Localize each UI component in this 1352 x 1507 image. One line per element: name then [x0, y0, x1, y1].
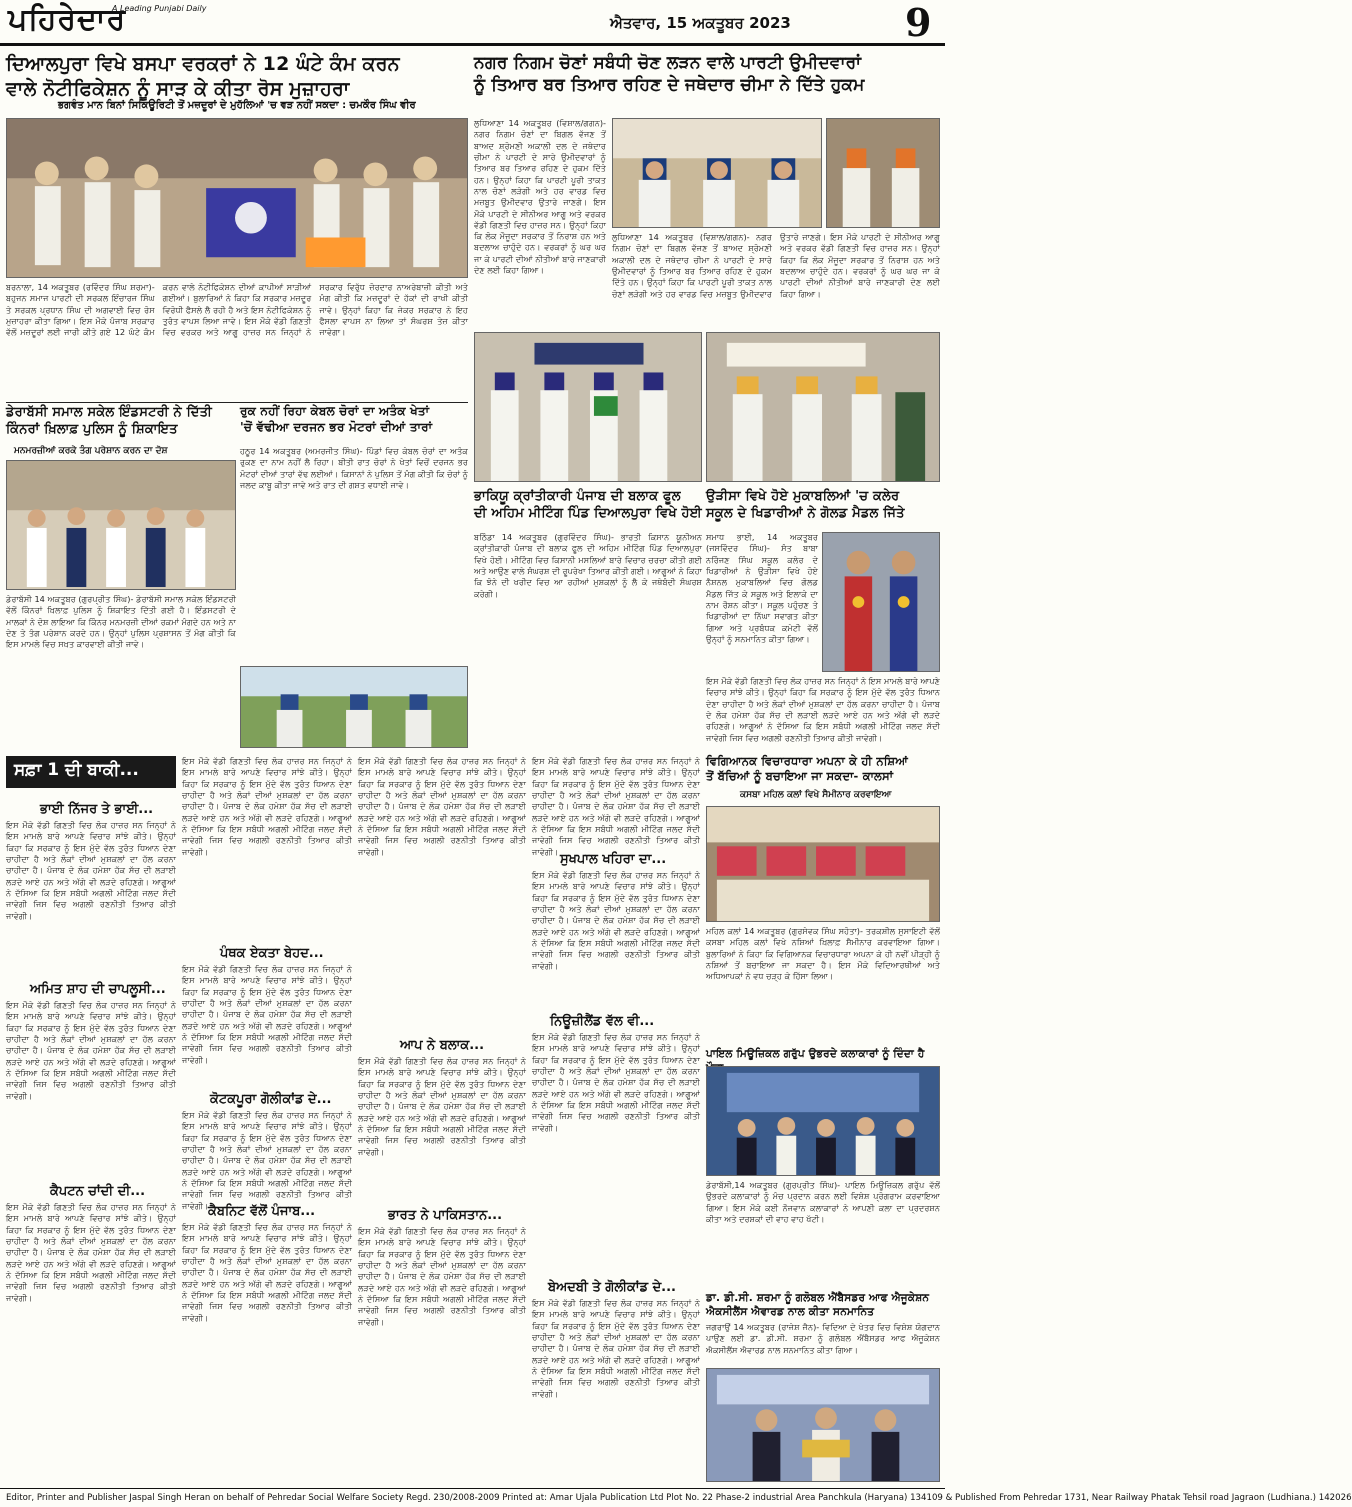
- medal-winners-photo: [822, 532, 940, 672]
- page-number: 9: [905, 0, 932, 45]
- newspaper-tagline: A Leading Punjabi Daily: [112, 4, 207, 13]
- farmers-union-photo: [474, 332, 702, 482]
- music-group-photo: [706, 1066, 940, 1176]
- story7-body: ਮਹਿਲ ਕਲਾਂ 14 ਅਕਤੂਬਰ (ਗੁਰਸੇਵਕ ਸਿੰਘ ਸਹੋਤਾ)- ਤਰਕਸ਼ੀਲ ਸੁਸਾਇਟੀ ਵੱਲੋਂ ਕਸਬਾ ਮਹਿਲ ਕਲਾਂ ਵਿਖੇ ਨਸ਼ਿਆਂ ਖ਼ਿਲਾਫ਼ ਸੈਮੀਨਾਰ ਕਰਵਾਇਆ ਗਿਆ। ਬੁਲਾਰਿਆਂ ਨੇ ਕਿਹਾ ਕਿ ਵਿਗਿਆਨਕ ਵਿਚਾਰਧਾਰਾ ਅਪਨਾ ਕੇ ਹੀ ਨਵੀਂ ਪੀੜ੍ਹੀ ਨੂੰ ਨਸ਼ਿਆਂ ਤੋਂ ਬਚਾਇਆ ਜਾ ਸਕਦਾ ਹੈ। ਇਸ ਮੌਕੇ ਵਿਦਿਆਰਥੀਆਂ ਅਤੇ ਅਧਿਆਪਕਾਂ ਨੇ ਵਧ ਚੜ੍ਹ ਕੇ ਹਿੱਸਾ ਲਿਆ।: [706, 926, 940, 982]
- continued-body-9: ਇਸ ਮੌਕੇ ਵੱਡੀ ਗਿਣਤੀ ਵਿਚ ਲੋਕ ਹਾਜ਼ਰ ਸਨ ਜਿਨ੍ਹਾਂ ਨੇ ਇਸ ਮਾਮਲੇ ਬਾਰੇ ਆਪਣੇ ਵਿਚਾਰ ਸਾਂਝੇ ਕੀਤੇ। ਉਨ੍ਹਾਂ ਕਿਹਾ ਕਿ ਸਰਕਾਰ ਨੂੰ ਇਸ ਮੁੱਦੇ ਵੱਲ ਤੁਰੰਤ ਧਿਆਨ ਦੇਣਾ ਚਾਹੀਦਾ ਹੈ ਅਤੇ ਲੋਕਾਂ ਦੀਆਂ ਮੁਸ਼ਕਲਾਂ ਦਾ ਹੱਲ ਕਰਨਾ ਚਾਹੀਦਾ ਹੈ। ਪੰਜਾਬ ਦੇ ਲੋਕ ਹਮੇਸ਼ਾ ਹੱਕ ਸੱਚ ਦੀ ਲੜਾਈ ਲੜਦੇ ਆਏ ਹਨ ਅਤੇ ਅੱਗੇ ਵੀ ਲੜਦੇ ਰਹਿਣਗੇ। ਆਗੂਆਂ ਨੇ ਦੱਸਿਆ ਕਿ ਇਸ ਸਬੰਧੀ ਅਗਲੀ ਮੀਟਿੰਗ ਜਲਦ ਸੱਦੀ ਜਾਵੇਗੀ ਜਿਸ ਵਿਚ ਅਗਲੀ ਰਣਨੀਤੀ ਤਿਆਰ ਕੀਤੀ ਜਾਵੇਗੀ।: [358, 1056, 526, 1157]
- story7-headline: ਵਿਗਿਆਨਕ ਵਿਚਾਰਧਾਰਾ ਅਪਨਾ ਕੇ ਹੀ ਨਸ਼ਿਆਂ ਤੋਂ ਬੱਚਿਆਂ ਨੂੰ ਬਚਾਇਆ ਜਾ ਸਕਦਾ- ਕਾਲਸਾਂ: [706, 754, 909, 784]
- story4-body: ਹਠੂਰ 14 ਅਕਤੂਬਰ (ਅਮਰਜੀਤ ਸਿੰਘ)- ਪਿੰਡਾਂ ਵਿਚ ਕੇਬਲ ਚੋਰਾਂ ਦਾ ਅਤੰਕ ਰੁਕਣ ਦਾ ਨਾਮ ਨਹੀਂ ਲੈ ਰਿਹਾ। ਬੀਤੀ ਰਾਤ ਚੋਰਾਂ ਨੇ ਖੇਤਾਂ ਵਿਚੋਂ ਦਰਜਨ ਭਰ ਮੋਟਰਾਂ ਦੀਆਂ ਤਾਰਾਂ ਵੱਢ ਲਈਆਂ। ਕਿਸਾਨਾਂ ਨੇ ਪੁਲਿਸ ਤੋਂ ਮੰਗ ਕੀਤੀ ਕਿ ਚੋਰਾਂ ਨੂੰ ਜਲਦ ਕਾਬੂ ਕੀਤਾ ਜਾਵੇ ਅਤੇ ਰਾਤ ਦੀ ਗਸ਼ਤ ਵਧਾਈ ਜਾਵੇ।: [240, 446, 468, 490]
- continued-body-2: ਇਸ ਮੌਕੇ ਵੱਡੀ ਗਿਣਤੀ ਵਿਚ ਲੋਕ ਹਾਜ਼ਰ ਸਨ ਜਿਨ੍ਹਾਂ ਨੇ ਇਸ ਮਾਮਲੇ ਬਾਰੇ ਆਪਣੇ ਵਿਚਾਰ ਸਾਂਝੇ ਕੀਤੇ। ਉਨ੍ਹਾਂ ਕਿਹਾ ਕਿ ਸਰਕਾਰ ਨੂੰ ਇਸ ਮੁੱਦੇ ਵੱਲ ਤੁਰੰਤ ਧਿਆਨ ਦੇਣਾ ਚਾਹੀਦਾ ਹੈ ਅਤੇ ਲੋਕਾਂ ਦੀਆਂ ਮੁਸ਼ਕਲਾਂ ਦਾ ਹੱਲ ਕਰਨਾ ਚਾਹੀਦਾ ਹੈ। ਪੰਜਾਬ ਦੇ ਲੋਕ ਹਮੇਸ਼ਾ ਹੱਕ ਸੱਚ ਦੀ ਲੜਾਈ ਲੜਦੇ ਆਏ ਹਨ ਅਤੇ ਅੱਗੇ ਵੀ ਲੜਦੇ ਰਹਿਣਗੇ। ਆਗੂਆਂ ਨੇ ਦੱਸਿਆ ਕਿ ਇਸ ਸਬੰਧੀ ਅਗਲੀ ਮੀਟਿੰਗ ਜਲਦ ਸੱਦੀ ਜਾਵੇਗੀ ਜਿਸ ਵਿਚ ਅਗਲੀ ਰਣਨੀਤੀ ਤਿਆਰ ਕੀਤੀ ਜਾਵੇਗੀ।: [6, 1000, 176, 1101]
- continued-body-5: ਇਸ ਮੌਕੇ ਵੱਡੀ ਗਿਣਤੀ ਵਿਚ ਲੋਕ ਹਾਜ਼ਰ ਸਨ ਜਿਨ੍ਹਾਂ ਨੇ ਇਸ ਮਾਮਲੇ ਬਾਰੇ ਆਪਣੇ ਵਿਚਾਰ ਸਾਂਝੇ ਕੀਤੇ। ਉਨ੍ਹਾਂ ਕਿਹਾ ਕਿ ਸਰਕਾਰ ਨੂੰ ਇਸ ਮੁੱਦੇ ਵੱਲ ਤੁਰੰਤ ਧਿਆਨ ਦੇਣਾ ਚਾਹੀਦਾ ਹੈ ਅਤੇ ਲੋਕਾਂ ਦੀਆਂ ਮੁਸ਼ਕਲਾਂ ਦਾ ਹੱਲ ਕਰਨਾ ਚਾਹੀਦਾ ਹੈ। ਪੰਜਾਬ ਦੇ ਲੋਕ ਹਮੇਸ਼ਾ ਹੱਕ ਸੱਚ ਦੀ ਲੜਾਈ ਲੜਦੇ ਆਏ ਹਨ ਅਤੇ ਅੱਗੇ ਵੀ ਲੜਦੇ ਰਹਿਣਗੇ। ਆਗੂਆਂ ਨੇ ਦੱਸਿਆ ਕਿ ਇਸ ਸਬੰਧੀ ਅਗਲੀ ਮੀਟਿੰਗ ਜਲਦ ਸੱਦੀ ਜਾਵੇਗੀ ਜਿਸ ਵਿਚ ਅਗਲੀ ਰਣਨੀਤੀ ਤਿਆਰ ਕੀਤੀ ਜਾਵੇਗੀ।: [182, 964, 352, 1065]
- story3-body: ਡੇਰਾਬੱਸੀ 14 ਅਕਤੂਬਰ (ਗੁਰਪ੍ਰੀਤ ਸਿੰਘ)- ਡੇਰਾਬੱਸੀ ਸਮਾਲ ਸਕੇਲ ਇੰਡਸਟਰੀ ਵੱਲੋਂ ਕਿੰਨਰਾਂ ਖ਼ਿਲਾਫ਼ ਪੁਲਿਸ ਨੂੰ ਸ਼ਿਕਾਇਤ ਦਿੱਤੀ ਗਈ ਹੈ। ਇੰਡਸਟਰੀ ਦੇ ਮਾਲਕਾਂ ਨੇ ਦੋਸ਼ ਲਾਇਆ ਕਿ ਕਿੰਨਰ ਮਨਮਰਜ਼ੀ ਦੀਆਂ ਰਕਮਾਂ ਮੰਗਦੇ ਹਨ ਅਤੇ ਨਾ ਦੇਣ ਤੇ ਤੰਗ ਪਰੇਸ਼ਾਨ ਕਰਦੇ ਹਨ। ਉਨ੍ਹਾਂ ਪੁਲਿਸ ਪ੍ਰਸ਼ਾਸਨ ਤੋਂ ਮੰਗ ਕੀਤੀ ਕਿ ਇਸ ਮਾਮਲੇ ਵਿਚ ਸਖ਼ਤ ਕਾਰਵਾਈ ਕੀਤੀ ਜਾਵੇ।: [6, 594, 236, 650]
- masthead: [0, 0, 945, 46]
- continued-body-12: ਇਸ ਮੌਕੇ ਵੱਡੀ ਗਿਣਤੀ ਵਿਚ ਲੋਕ ਹਾਜ਼ਰ ਸਨ ਜਿਨ੍ਹਾਂ ਨੇ ਇਸ ਮਾਮਲੇ ਬਾਰੇ ਆਪਣੇ ਵਿਚਾਰ ਸਾਂਝੇ ਕੀਤੇ। ਉਨ੍ਹਾਂ ਕਿਹਾ ਕਿ ਸਰਕਾਰ ਨੂੰ ਇਸ ਮੁੱਦੇ ਵੱਲ ਤੁਰੰਤ ਧਿਆਨ ਦੇਣਾ ਚਾਹੀਦਾ ਹੈ ਅਤੇ ਲੋਕਾਂ ਦੀਆਂ ਮੁਸ਼ਕਲਾਂ ਦਾ ਹੱਲ ਕਰਨਾ ਚਾਹੀਦਾ ਹੈ। ਪੰਜਾਬ ਦੇ ਲੋਕ ਹਮੇਸ਼ਾ ਹੱਕ ਸੱਚ ਦੀ ਲੜਾਈ ਲੜਦੇ ਆਏ ਹਨ ਅਤੇ ਅੱਗੇ ਵੀ ਲੜਦੇ ਰਹਿਣਗੇ। ਆਗੂਆਂ ਨੇ ਦੱਸਿਆ ਕਿ ਇਸ ਸਬੰਧੀ ਅਗਲੀ ਮੀਟਿੰਗ ਜਲਦ ਸੱਦੀ ਜਾਵੇਗੀ ਜਿਸ ਵਿਚ ਅਗਲੀ ਰਣਨੀਤੀ ਤਿਆਰ ਕੀਤੀ ਜਾਵੇਗੀ।: [532, 870, 700, 971]
- story9-headline: ਡਾ. ਡੀ.ਸੀ. ਸ਼ਰਮਾ ਨੂੰ ਗਲੋਬਲ ਐਂਬੈਸਡਰ ਆਫ ਐਜੂਕੇਸ਼ਨ ਐਕਸੀਲੈਂਸ ਐਵਾਰਡ ਨਾਲ ਕੀਤਾ ਸਨਮਾਨਿਤ: [706, 1292, 930, 1318]
- continued-head-9: ਬੇਅਦਬੀ ਤੇ ਗੋਲੀਕਾਂਡ ਦੇ...: [548, 1280, 676, 1295]
- story3-subhead: ਮਨਮਰਜ਼ੀਆਂ ਕਰਕੇ ਤੰਗ ਪਰੇਸ਼ਾਨ ਕਰਨ ਦਾ ਦੋਸ਼: [14, 446, 168, 456]
- continued-body-3: ਇਸ ਮੌਕੇ ਵੱਡੀ ਗਿਣਤੀ ਵਿਚ ਲੋਕ ਹਾਜ਼ਰ ਸਨ ਜਿਨ੍ਹਾਂ ਨੇ ਇਸ ਮਾਮਲੇ ਬਾਰੇ ਆਪਣੇ ਵਿਚਾਰ ਸਾਂਝੇ ਕੀਤੇ। ਉਨ੍ਹਾਂ ਕਿਹਾ ਕਿ ਸਰਕਾਰ ਨੂੰ ਇਸ ਮੁੱਦੇ ਵੱਲ ਤੁਰੰਤ ਧਿਆਨ ਦੇਣਾ ਚਾਹੀਦਾ ਹੈ ਅਤੇ ਲੋਕਾਂ ਦੀਆਂ ਮੁਸ਼ਕਲਾਂ ਦਾ ਹੱਲ ਕਰਨਾ ਚਾਹੀਦਾ ਹੈ। ਪੰਜਾਬ ਦੇ ਲੋਕ ਹਮੇਸ਼ਾ ਹੱਕ ਸੱਚ ਦੀ ਲੜਾਈ ਲੜਦੇ ਆਏ ਹਨ ਅਤੇ ਅੱਗੇ ਵੀ ਲੜਦੇ ਰਹਿਣਗੇ। ਆਗੂਆਂ ਨੇ ਦੱਸਿਆ ਕਿ ਇਸ ਸਬੰਧੀ ਅਗਲੀ ਮੀਟਿੰਗ ਜਲਦ ਸੱਦੀ ਜਾਵੇਗੀ ਜਿਸ ਵਿਚ ਅਗਲੀ ਰਣਨੀਤੀ ਤਿਆਰ ਕੀਤੀ ਜਾਵੇਗੀ।: [6, 1202, 176, 1303]
- story1-headline: ਦਿਆਲਪੁਰਾ ਵਿਖੇ ਬਸਪਾ ਵਰਕਰਾਂ ਨੇ 12 ਘੰਟੇ ਕੰਮ ਕਰਨ ਵਾਲੇ ਨੋਟੀਫਿਕੇਸ਼ਨ ਨੂੰ ਸਾੜ ਕੇ ਕੀਤਾ ਰੋਸ ਮੁਜ਼ਾਹਰਾ: [6, 53, 400, 101]
- story8-headline: ਪਾਇਲ ਮਿਊਜ਼ਿਕਲ ਗਰੁੱਪ ਉਭਰਦੇ ਕਲਾਕਾਰਾਂ ਨੂੰ ਦਿੰਦਾ ਹੈ: [706, 1048, 925, 1060]
- continued-body-1: ਇਸ ਮੌਕੇ ਵੱਡੀ ਗਿਣਤੀ ਵਿਚ ਲੋਕ ਹਾਜ਼ਰ ਸਨ ਜਿਨ੍ਹਾਂ ਨੇ ਇਸ ਮਾਮਲੇ ਬਾਰੇ ਆਪਣੇ ਵਿਚਾਰ ਸਾਂਝੇ ਕੀਤੇ। ਉਨ੍ਹਾਂ ਕਿਹਾ ਕਿ ਸਰਕਾਰ ਨੂੰ ਇਸ ਮੁੱਦੇ ਵੱਲ ਤੁਰੰਤ ਧਿਆਨ ਦੇਣਾ ਚਾਹੀਦਾ ਹੈ ਅਤੇ ਲੋਕਾਂ ਦੀਆਂ ਮੁਸ਼ਕਲਾਂ ਦਾ ਹੱਲ ਕਰਨਾ ਚਾਹੀਦਾ ਹੈ। ਪੰਜਾਬ ਦੇ ਲੋਕ ਹਮੇਸ਼ਾ ਹੱਕ ਸੱਚ ਦੀ ਲੜਾਈ ਲੜਦੇ ਆਏ ਹਨ ਅਤੇ ਅੱਗੇ ਵੀ ਲੜਦੇ ਰਹਿਣਗੇ। ਆਗੂਆਂ ਨੇ ਦੱਸਿਆ ਕਿ ਇਸ ਸਬੰਧੀ ਅਗਲੀ ਮੀਟਿੰਗ ਜਲਦ ਸੱਦੀ ਜਾਵੇਗੀ ਜਿਸ ਵਿਚ ਅਗਲੀ ਰਣਨੀਤੀ ਤਿਆਰ ਕੀਤੀ ਜਾਵੇਗੀ।: [6, 820, 176, 921]
- award-ceremony-photo: [706, 1368, 940, 1482]
- story6-headline: ਉੜੀਸਾ ਵਿਖੇ ਹੋਏ ਮੁਕਾਬਲਿਆਂ 'ਚ ਕਲੇਰ ਸਕੂਲ ਦੇ ਖਿਡਾਰੀਆਂ ਨੇ ਗੋਲਡ ਮੈਡਲ ਜਿੱਤੇ: [706, 489, 905, 522]
- farmers-field-photo: [240, 666, 468, 748]
- seminar-photo: [706, 806, 940, 922]
- continued-head-5: ਕੋਟਕਪੂਰਾ ਗੋਲੀਕਾਂਡ ਦੇ...: [210, 1092, 332, 1107]
- divider: [6, 402, 468, 403]
- story6-body: ਸਮਾਧ ਭਾਈ, 14 ਅਕਤੂਬਰ (ਜਸਵਿੰਦਰ ਸਿੰਘ)- ਸੰਤ ਬਾਬਾ ਨਰਿੰਜਣ ਸਿੰਘ ਸਕੂਲ ਕਲੇਰ ਦੇ ਖਿਡਾਰੀਆਂ ਨੇ ਉੜੀਸਾ ਵਿਖੇ ਹੋਏ ਨੈਸ਼ਨਲ ਮੁਕਾਬਲਿਆਂ ਵਿਚ ਗੋਲਡ ਮੈਡਲ ਜਿੱਤ ਕੇ ਸਕੂਲ ਅਤੇ ਇਲਾਕੇ ਦਾ ਨਾਮ ਰੌਸ਼ਨ ਕੀਤਾ। ਸਕੂਲ ਪਹੁੰਚਣ ਤੇ ਖਿਡਾਰੀਆਂ ਦਾ ਨਿੱਘਾ ਸਵਾਗਤ ਕੀਤਾ ਗਿਆ ਅਤੇ ਪ੍ਰਬੰਧਕ ਕਮੇਟੀ ਵੱਲੋਂ ਉਨ੍ਹਾਂ ਨੂੰ ਸਨਮਾਨਿਤ ਕੀਤਾ ਗਿਆ।: [706, 532, 818, 644]
- continued-head-1: ਭਾਈ ਨਿੱਜਰ ਤੇ ਭਾਈ...: [40, 802, 154, 817]
- issue-date: ਐਤਵਾਰ, 15 ਅਕਤੂਬਰ 2023: [610, 14, 791, 32]
- continued-body-4: ਇਸ ਮੌਕੇ ਵੱਡੀ ਗਿਣਤੀ ਵਿਚ ਲੋਕ ਹਾਜ਼ਰ ਸਨ ਜਿਨ੍ਹਾਂ ਨੇ ਇਸ ਮਾਮਲੇ ਬਾਰੇ ਆਪਣੇ ਵਿਚਾਰ ਸਾਂਝੇ ਕੀਤੇ। ਉਨ੍ਹਾਂ ਕਿਹਾ ਕਿ ਸਰਕਾਰ ਨੂੰ ਇਸ ਮੁੱਦੇ ਵੱਲ ਤੁਰੰਤ ਧਿਆਨ ਦੇਣਾ ਚਾਹੀਦਾ ਹੈ ਅਤੇ ਲੋਕਾਂ ਦੀਆਂ ਮੁਸ਼ਕਲਾਂ ਦਾ ਹੱਲ ਕਰਨਾ ਚਾਹੀਦਾ ਹੈ। ਪੰਜਾਬ ਦੇ ਲੋਕ ਹਮੇਸ਼ਾ ਹੱਕ ਸੱਚ ਦੀ ਲੜਾਈ ਲੜਦੇ ਆਏ ਹਨ ਅਤੇ ਅੱਗੇ ਵੀ ਲੜਦੇ ਰਹਿਣਗੇ। ਆਗੂਆਂ ਨੇ ਦੱਸਿਆ ਕਿ ਇਸ ਸਬੰਧੀ ਅਗਲੀ ਮੀਟਿੰਗ ਜਲਦ ਸੱਦੀ ਜਾਵੇਗੀ ਜਿਸ ਵਿਚ ਅਗਲੀ ਰਣਨੀਤੀ ਤਿਆਰ ਕੀਤੀ ਜਾਵੇਗੀ।: [182, 756, 352, 857]
- continued-body-13: ਇਸ ਮੌਕੇ ਵੱਡੀ ਗਿਣਤੀ ਵਿਚ ਲੋਕ ਹਾਜ਼ਰ ਸਨ ਜਿਨ੍ਹਾਂ ਨੇ ਇਸ ਮਾਮਲੇ ਬਾਰੇ ਆਪਣੇ ਵਿਚਾਰ ਸਾਂਝੇ ਕੀਤੇ। ਉਨ੍ਹਾਂ ਕਿਹਾ ਕਿ ਸਰਕਾਰ ਨੂੰ ਇਸ ਮੁੱਦੇ ਵੱਲ ਤੁਰੰਤ ਧਿਆਨ ਦੇਣਾ ਚਾਹੀਦਾ ਹੈ ਅਤੇ ਲੋਕਾਂ ਦੀਆਂ ਮੁਸ਼ਕਲਾਂ ਦਾ ਹੱਲ ਕਰਨਾ ਚਾਹੀਦਾ ਹੈ। ਪੰਜਾਬ ਦੇ ਲੋਕ ਹਮੇਸ਼ਾ ਹੱਕ ਸੱਚ ਦੀ ਲੜਾਈ ਲੜਦੇ ਆਏ ਹਨ ਅਤੇ ਅੱਗੇ ਵੀ ਲੜਦੇ ਰਹਿਣਗੇ। ਆਗੂਆਂ ਨੇ ਦੱਸਿਆ ਕਿ ਇਸ ਸਬੰਧੀ ਅਗਲੀ ਮੀਟਿੰਗ ਜਲਦ ਸੱਦੀ ਜਾਵੇਗੀ ਜਿਸ ਵਿਚ ਅਗਲੀ ਰਣਨੀਤੀ ਤਿਆਰ ਕੀਤੀ ਜਾਵੇਗੀ।: [532, 1032, 700, 1133]
- continued-head-11: ਨਿਊਜ਼ੀਲੈਂਡ ਵੱਲ ਵੀ...: [550, 1014, 655, 1029]
- continued-body-6: ਇਸ ਮੌਕੇ ਵੱਡੀ ਗਿਣਤੀ ਵਿਚ ਲੋਕ ਹਾਜ਼ਰ ਸਨ ਜਿਨ੍ਹਾਂ ਨੇ ਇਸ ਮਾਮਲੇ ਬਾਰੇ ਆਪਣੇ ਵਿਚਾਰ ਸਾਂਝੇ ਕੀਤੇ। ਉਨ੍ਹਾਂ ਕਿਹਾ ਕਿ ਸਰਕਾਰ ਨੂੰ ਇਸ ਮੁੱਦੇ ਵੱਲ ਤੁਰੰਤ ਧਿਆਨ ਦੇਣਾ ਚਾਹੀਦਾ ਹੈ ਅਤੇ ਲੋਕਾਂ ਦੀਆਂ ਮੁਸ਼ਕਲਾਂ ਦਾ ਹੱਲ ਕਰਨਾ ਚਾਹੀਦਾ ਹੈ। ਪੰਜਾਬ ਦੇ ਲੋਕ ਹਮੇਸ਼ਾ ਹੱਕ ਸੱਚ ਦੀ ਲੜਾਈ ਲੜਦੇ ਆਏ ਹਨ ਅਤੇ ਅੱਗੇ ਵੀ ਲੜਦੇ ਰਹਿਣਗੇ। ਆਗੂਆਂ ਨੇ ਦੱਸਿਆ ਕਿ ਇਸ ਸਬੰਧੀ ਅਗਲੀ ਮੀਟਿੰਗ ਜਲਦ ਸੱਦੀ ਜਾਵੇਗੀ ਜਿਸ ਵਿਚ ਅਗਲੀ ਰਣਨੀਤੀ ਤਿਆਰ ਕੀਤੀ ਜਾਵੇਗੀ।: [182, 1110, 352, 1211]
- continued-head-2: ਅਮਿਤ ਸ਼ਾਹ ਦੀ ਚਾਪਲੂਸੀ...: [30, 982, 166, 997]
- story2-body-col1: ਲੁਧਿਆਣਾ 14 ਅਕਤੂਬਰ (ਵਿਸ਼ਾਲ/ਗਗਨ)- ਨਗਰ ਨਿਗਮ ਚੋਣਾਂ ਦਾ ਬਿਗਲ ਵੱਜਣ ਤੋਂ ਬਾਅਦ ਸ਼੍ਰੋਮਣੀ ਅਕਾਲੀ ਦਲ ਦੇ ਜਥੇਦਾਰ ਚੀਮਾ ਨੇ ਪਾਰਟੀ ਦੇ ਸਾਰੇ ਉਮੀਦਵਾਰਾਂ ਨੂੰ ਤਿਆਰ ਬਰ ਤਿਆਰ ਰਹਿਣ ਦੇ ਹੁਕਮ ਦਿੱਤੇ ਹਨ। ਉਨ੍ਹਾਂ ਕਿਹਾ ਕਿ ਪਾਰਟੀ ਪੂਰੀ ਤਾਕਤ ਨਾਲ ਚੋਣਾਂ ਲੜੇਗੀ ਅਤੇ ਹਰ ਵਾਰਡ ਵਿਚ ਮਜ਼ਬੂਤ ਉਮੀਦਵਾਰ ਉਤਾਰੇ ਜਾਣਗੇ। ਇਸ ਮੌਕੇ ਪਾਰਟੀ ਦੇ ਸੀਨੀਅਰ ਆਗੂ ਅਤੇ ਵਰਕਰ ਵੱਡੀ ਗਿਣਤੀ ਵਿਚ ਹਾਜ਼ਰ ਸਨ। ਉਨ੍ਹਾਂ ਕਿਹਾ ਕਿ ਲੋਕ ਮੌਜੂਦਾ ਸਰਕਾਰ ਤੋਂ ਨਿਰਾਸ਼ ਹਨ ਅਤੇ ਬਦਲਾਅ ਚਾਹੁੰਦੇ ਹਨ। ਵਰਕਰਾਂ ਨੂੰ ਘਰ ਘਰ ਜਾ ਕੇ ਪਾਰਟੀ ਦੀਆਂ ਨੀਤੀਆਂ ਬਾਰੇ ਜਾਣਕਾਰੀ ਦੇਣ ਲਈ ਕਿਹਾ ਗਿਆ।: [474, 118, 606, 276]
- continued-banner: ਸਫ਼ਾ 1 ਦੀ ਬਾਕੀ...: [6, 756, 176, 788]
- story4-headline: ਰੁਕ ਨਹੀਂ ਰਿਹਾ ਕੇਬਲ ਚੋਰਾਂ ਦਾ ਅਤੰਕ ਖੇਤਾਂ 'ਚੋਂ ਵੱਢੀਆ ਦਰਜਨ ਭਰ ਮੋਟਰਾਂ ਦੀਆਂ ਤਾਰਾਂ: [240, 404, 433, 434]
- continued-body-11: ਇਸ ਮੌਕੇ ਵੱਡੀ ਗਿਣਤੀ ਵਿਚ ਲੋਕ ਹਾਜ਼ਰ ਸਨ ਜਿਨ੍ਹਾਂ ਨੇ ਇਸ ਮਾਮਲੇ ਬਾਰੇ ਆਪਣੇ ਵਿਚਾਰ ਸਾਂਝੇ ਕੀਤੇ। ਉਨ੍ਹਾਂ ਕਿਹਾ ਕਿ ਸਰਕਾਰ ਨੂੰ ਇਸ ਮੁੱਦੇ ਵੱਲ ਤੁਰੰਤ ਧਿਆਨ ਦੇਣਾ ਚਾਹੀਦਾ ਹੈ ਅਤੇ ਲੋਕਾਂ ਦੀਆਂ ਮੁਸ਼ਕਲਾਂ ਦਾ ਹੱਲ ਕਰਨਾ ਚਾਹੀਦਾ ਹੈ। ਪੰਜਾਬ ਦੇ ਲੋਕ ਹਮੇਸ਼ਾ ਹੱਕ ਸੱਚ ਦੀ ਲੜਾਈ ਲੜਦੇ ਆਏ ਹਨ ਅਤੇ ਅੱਗੇ ਵੀ ਲੜਦੇ ਰਹਿਣਗੇ। ਆਗੂਆਂ ਨੇ ਦੱਸਿਆ ਕਿ ਇਸ ਸਬੰਧੀ ਅਗਲੀ ਮੀਟਿੰਗ ਜਲਦ ਸੱਦੀ ਜਾਵੇਗੀ ਜਿਸ ਵਿਚ ਅਗਲੀ ਰਣਨੀਤੀ ਤਿਆਰ ਕੀਤੀ ਜਾਵੇਗੀ।: [532, 756, 700, 857]
- continued-head-8: ਭਾਰਤ ਨੇ ਪਾਕਿਸਤਾਨ...: [388, 1208, 503, 1223]
- continued-body-7: ਇਸ ਮੌਕੇ ਵੱਡੀ ਗਿਣਤੀ ਵਿਚ ਲੋਕ ਹਾਜ਼ਰ ਸਨ ਜਿਨ੍ਹਾਂ ਨੇ ਇਸ ਮਾਮਲੇ ਬਾਰੇ ਆਪਣੇ ਵਿਚਾਰ ਸਾਂਝੇ ਕੀਤੇ। ਉਨ੍ਹਾਂ ਕਿਹਾ ਕਿ ਸਰਕਾਰ ਨੂੰ ਇਸ ਮੁੱਦੇ ਵੱਲ ਤੁਰੰਤ ਧਿਆਨ ਦੇਣਾ ਚਾਹੀਦਾ ਹੈ ਅਤੇ ਲੋਕਾਂ ਦੀਆਂ ਮੁਸ਼ਕਲਾਂ ਦਾ ਹੱਲ ਕਰਨਾ ਚਾਹੀਦਾ ਹੈ। ਪੰਜਾਬ ਦੇ ਲੋਕ ਹਮੇਸ਼ਾ ਹੱਕ ਸੱਚ ਦੀ ਲੜਾਈ ਲੜਦੇ ਆਏ ਹਨ ਅਤੇ ਅੱਗੇ ਵੀ ਲੜਦੇ ਰਹਿਣਗੇ। ਆਗੂਆਂ ਨੇ ਦੱਸਿਆ ਕਿ ਇਸ ਸਬੰਧੀ ਅਗਲੀ ਮੀਟਿੰਗ ਜਲਦ ਸੱਦੀ ਜਾਵੇਗੀ ਜਿਸ ਵਿਚ ਅਗਲੀ ਰਣਨੀਤੀ ਤਿਆਰ ਕੀਤੀ ਜਾਵੇਗੀ।: [182, 1222, 352, 1323]
- imprint-footer: Editor, Printer and Publisher Jaspal Singh Heran on behalf of Pehredar Social Welfare Society Regd. 230/2008-2009 Printed at: Amar Ujala Publication Ltd Plot No. 22 Phase-2 industrial Area Panchkula (Haryana) 134109 & Published From Pehredar 1731, Near Railway Phatak Tehsil road Jagraon (Ludhiana.) 142026: [0, 1488, 945, 1507]
- newspaper-logo: ਪਹਿਰੇਦਾਰ: [8, 2, 127, 37]
- story2-headline: ਨਗਰ ਨਿਗਮ ਚੋਣਾਂ ਸਬੰਧੀ ਚੋਣ ਲੜਨ ਵਾਲੇ ਪਾਰਟੀ ਉਮੀਦਵਾਰਾਂ ਨੂੰ ਤਿਆਰ ਬਰ ਤਿਆਰ ਰਹਿਣ ਦੇ ਜਥੇਦਾਰ ਚੀਮਾ ਨੇ ਦਿੱਤੇ ਹੁਕਮ: [474, 53, 865, 96]
- continued-head-3: ਕੈਪਟਨ ਚਾਂਦੀ ਦੀ...: [50, 1184, 146, 1199]
- story1-subhead: ਭਗਵੰਤ ਮਾਨ ਬਿਨਾਂ ਸਿਕਿਊਰਿਟੀ ਤੋਂ ਮਜ਼ਦੂਰਾਂ ਦੇ ਮੁਹੱਲਿਆਂ 'ਚ ਵੜ ਨਹੀਂ ਸਕਦਾ : ਚਮਕੌਰ ਸਿੰਘ ਵੀਰ: [58, 100, 416, 111]
- continued-head-10: ਸੁਖਪਾਲ ਖਹਿਰਾ ਦਾ...: [560, 852, 667, 867]
- story5-body: ਬਠਿੰਡਾ 14 ਅਕਤੂਬਰ (ਗੁਰਵਿੰਦਰ ਸਿੰਘ)- ਭਾਰਤੀ ਕਿਸਾਨ ਯੂਨੀਅਨ ਕ੍ਰਾਂਤੀਕਾਰੀ ਪੰਜਾਬ ਦੀ ਬਲਾਕ ਫੂਲ ਦੀ ਅਹਿਮ ਮੀਟਿੰਗ ਪਿੰਡ ਦਿਆਲਪੁਰਾ ਵਿਖੇ ਹੋਈ। ਮੀਟਿੰਗ ਵਿਚ ਕਿਸਾਨੀ ਮਸਲਿਆਂ ਬਾਰੇ ਵਿਚਾਰ ਚਰਚਾ ਕੀਤੀ ਗਈ ਅਤੇ ਆਉਣ ਵਾਲੇ ਸੰਘਰਸ਼ ਦੀ ਰੂਪਰੇਖਾ ਤਿਆਰ ਕੀਤੀ ਗਈ। ਆਗੂਆਂ ਨੇ ਕਿਹਾ ਕਿ ਝੋਨੇ ਦੀ ਖਰੀਦ ਵਿਚ ਆ ਰਹੀਆਂ ਮੁਸ਼ਕਲਾਂ ਨੂੰ ਲੈ ਕੇ ਜਥੇਬੰਦੀ ਸੰਘਰਸ਼ ਕਰੇਗੀ।: [474, 532, 702, 599]
- story6-body-more: ਇਸ ਮੌਕੇ ਵੱਡੀ ਗਿਣਤੀ ਵਿਚ ਲੋਕ ਹਾਜ਼ਰ ਸਨ ਜਿਨ੍ਹਾਂ ਨੇ ਇਸ ਮਾਮਲੇ ਬਾਰੇ ਆਪਣੇ ਵਿਚਾਰ ਸਾਂਝੇ ਕੀਤੇ। ਉਨ੍ਹਾਂ ਕਿਹਾ ਕਿ ਸਰਕਾਰ ਨੂੰ ਇਸ ਮੁੱਦੇ ਵੱਲ ਤੁਰੰਤ ਧਿਆਨ ਦੇਣਾ ਚਾਹੀਦਾ ਹੈ ਅਤੇ ਲੋਕਾਂ ਦੀਆਂ ਮੁਸ਼ਕਲਾਂ ਦਾ ਹੱਲ ਕਰਨਾ ਚਾਹੀਦਾ ਹੈ। ਪੰਜਾਬ ਦੇ ਲੋਕ ਹਮੇਸ਼ਾ ਹੱਕ ਸੱਚ ਦੀ ਲੜਾਈ ਲੜਦੇ ਆਏ ਹਨ ਅਤੇ ਅੱਗੇ ਵੀ ਲੜਦੇ ਰਹਿਣਗੇ। ਆਗੂਆਂ ਨੇ ਦੱਸਿਆ ਕਿ ਇਸ ਸਬੰਧੀ ਅਗਲੀ ਮੀਟਿੰਗ ਜਲਦ ਸੱਦੀ ਜਾਵੇਗੀ ਜਿਸ ਵਿਚ ਅਗਲੀ ਰਣਨੀਤੀ ਤਿਆਰ ਕੀਤੀ ਜਾਵੇਗੀ।: [706, 676, 940, 743]
- continued-body-8: ਇਸ ਮੌਕੇ ਵੱਡੀ ਗਿਣਤੀ ਵਿਚ ਲੋਕ ਹਾਜ਼ਰ ਸਨ ਜਿਨ੍ਹਾਂ ਨੇ ਇਸ ਮਾਮਲੇ ਬਾਰੇ ਆਪਣੇ ਵਿਚਾਰ ਸਾਂਝੇ ਕੀਤੇ। ਉਨ੍ਹਾਂ ਕਿਹਾ ਕਿ ਸਰਕਾਰ ਨੂੰ ਇਸ ਮੁੱਦੇ ਵੱਲ ਤੁਰੰਤ ਧਿਆਨ ਦੇਣਾ ਚਾਹੀਦਾ ਹੈ ਅਤੇ ਲੋਕਾਂ ਦੀਆਂ ਮੁਸ਼ਕਲਾਂ ਦਾ ਹੱਲ ਕਰਨਾ ਚਾਹੀਦਾ ਹੈ। ਪੰਜਾਬ ਦੇ ਲੋਕ ਹਮੇਸ਼ਾ ਹੱਕ ਸੱਚ ਦੀ ਲੜਾਈ ਲੜਦੇ ਆਏ ਹਨ ਅਤੇ ਅੱਗੇ ਵੀ ਲੜਦੇ ਰਹਿਣਗੇ। ਆਗੂਆਂ ਨੇ ਦੱਸਿਆ ਕਿ ਇਸ ਸਬੰਧੀ ਅਗਲੀ ਮੀਟਿੰਗ ਜਲਦ ਸੱਦੀ ਜਾਵੇਗੀ ਜਿਸ ਵਿਚ ਅਗਲੀ ਰਣਨੀਤੀ ਤਿਆਰ ਕੀਤੀ ਜਾਵੇਗੀ।: [358, 756, 526, 857]
- industry-meeting-photo: [6, 460, 236, 590]
- story3-headline: ਡੇਰਾਬੱਸੀ ਸਮਾਲ ਸਕੇਲ ਇੰਡਸਟਰੀ ਨੇ ਦਿੱਤੀ ਕਿੰਨਰਾਂ ਖ਼ਿਲਾਫ਼ ਪੁਲਿਸ ਨੂੰ ਸ਼ਿਕਾਇਤ: [6, 405, 213, 438]
- continued-head-4: ਪੰਥਕ ਏਕਤਾ ਬੇਹਦ...: [220, 946, 324, 961]
- story1-body: ਬਰਨਾਲਾ, 14 ਅਕਤੂਬਰ (ਰਵਿੰਦਰ ਸਿੰਘ ਸ਼ਰਮਾ)- ਬਹੁਜਨ ਸਮਾਜ ਪਾਰਟੀ ਦੀ ਸਰਕਲ ਇੰਚਾਰਜ ਸਿੰਘ ਤੇ ਸਰਕਲ ਪ੍ਰਧਾਨ ਸਿੰਘ ਦੀ ਅਗਵਾਈ ਵਿਚ ਰੋਸ ਮੁਜ਼ਾਹਰਾ ਕੀਤਾ ਗਿਆ। ਇਸ ਮੌਕੇ ਪੰਜਾਬ ਸਰਕਾਰ ਵੱਲੋਂ ਮਜ਼ਦੂਰਾਂ ਲਈ ਜਾਰੀ ਕੀਤੇ ਗਏ 12 ਘੰਟੇ ਕੰਮ ਕਰਨ ਵਾਲੇ ਨੋਟੀਫਿਕੇਸ਼ਨ ਦੀਆਂ ਕਾਪੀਆਂ ਸਾੜੀਆਂ ਗਈਆਂ। ਬੁਲਾਰਿਆਂ ਨੇ ਕਿਹਾ ਕਿ ਸਰਕਾਰ ਮਜ਼ਦੂਰ ਵਿਰੋਧੀ ਫੈਸਲੇ ਲੈ ਰਹੀ ਹੈ ਅਤੇ ਇਸ ਨੋਟੀਫਿਕੇਸ਼ਨ ਨੂੰ ਤੁਰੰਤ ਵਾਪਸ ਲਿਆ ਜਾਵੇ। ਇਸ ਮੌਕੇ ਵੱਡੀ ਗਿਣਤੀ ਵਿਚ ਵਰਕਰ ਅਤੇ ਆਗੂ ਹਾਜ਼ਰ ਸਨ ਜਿਨ੍ਹਾਂ ਨੇ ਸਰਕਾਰ ਵਿਰੁੱਧ ਜ਼ੋਰਦਾਰ ਨਾਅਰੇਬਾਜ਼ੀ ਕੀਤੀ ਅਤੇ ਮੰਗ ਕੀਤੀ ਕਿ ਮਜ਼ਦੂਰਾਂ ਦੇ ਹੱਕਾਂ ਦੀ ਰਾਖੀ ਕੀਤੀ ਜਾਵੇ। ਉਨ੍ਹਾਂ ਕਿਹਾ ਕਿ ਜੇਕਰ ਸਰਕਾਰ ਨੇ ਇਹ ਫੈਸਲਾ ਵਾਪਸ ਨਾ ਲਿਆ ਤਾਂ ਸੰਘਰਸ਼ ਤੇਜ਼ ਕੀਤਾ ਜਾਵੇਗਾ।: [6, 282, 468, 338]
- story5-headline: ਭਾਕਿਯੂ ਕ੍ਰਾਂਤੀਕਾਰੀ ਪੰਜਾਬ ਦੀ ਬਲਾਕ ਫੂਲ ਦੀ ਅਹਿਮ ਮੀਟਿੰਗ ਪਿੰਡ ਦਿਆਲਪੁਰਾ ਵਿਖੇ ਹੋਈ: [474, 489, 702, 522]
- party-meeting-photo-2: [826, 118, 940, 228]
- continued-body-14: ਇਸ ਮੌਕੇ ਵੱਡੀ ਗਿਣਤੀ ਵਿਚ ਲੋਕ ਹਾਜ਼ਰ ਸਨ ਜਿਨ੍ਹਾਂ ਨੇ ਇਸ ਮਾਮਲੇ ਬਾਰੇ ਆਪਣੇ ਵਿਚਾਰ ਸਾਂਝੇ ਕੀਤੇ। ਉਨ੍ਹਾਂ ਕਿਹਾ ਕਿ ਸਰਕਾਰ ਨੂੰ ਇਸ ਮੁੱਦੇ ਵੱਲ ਤੁਰੰਤ ਧਿਆਨ ਦੇਣਾ ਚਾਹੀਦਾ ਹੈ ਅਤੇ ਲੋਕਾਂ ਦੀਆਂ ਮੁਸ਼ਕਲਾਂ ਦਾ ਹੱਲ ਕਰਨਾ ਚਾਹੀਦਾ ਹੈ। ਪੰਜਾਬ ਦੇ ਲੋਕ ਹਮੇਸ਼ਾ ਹੱਕ ਸੱਚ ਦੀ ਲੜਾਈ ਲੜਦੇ ਆਏ ਹਨ ਅਤੇ ਅੱਗੇ ਵੀ ਲੜਦੇ ਰਹਿਣਗੇ। ਆਗੂਆਂ ਨੇ ਦੱਸਿਆ ਕਿ ਇਸ ਸਬੰਧੀ ਅਗਲੀ ਮੀਟਿੰਗ ਜਲਦ ਸੱਦੀ ਜਾਵੇਗੀ ਜਿਸ ਵਿਚ ਅਗਲੀ ਰਣਨੀਤੀ ਤਿਆਰ ਕੀਤੀ ਜਾਵੇਗੀ।: [532, 1298, 700, 1399]
- story8-body: ਡੇਰਾਬੱਸੀ,14 ਅਕਤੂਬਰ (ਗੁਰਪ੍ਰੀਤ ਸਿੰਘ)- ਪਾਇਲ ਮਿਊਜ਼ਿਕਲ ਗਰੁੱਪ ਵੱਲੋਂ ਉਭਰਦੇ ਕਲਾਕਾਰਾਂ ਨੂੰ ਮੰਚ ਪ੍ਰਦਾਨ ਕਰਨ ਲਈ ਵਿਸ਼ੇਸ਼ ਪ੍ਰੋਗਰਾਮ ਕਰਵਾਇਆ ਗਿਆ। ਇਸ ਮੌਕੇ ਕਈ ਨੌਜਵਾਨ ਕਲਾਕਾਰਾਂ ਨੇ ਆਪਣੀ ਕਲਾ ਦਾ ਪ੍ਰਦਰਸ਼ਨ ਕੀਤਾ ਅਤੇ ਦਰਸ਼ਕਾਂ ਦੀ ਵਾਹ ਵਾਹ ਖੱਟੀ।: [706, 1180, 940, 1224]
- continued-head-6: ਕੈਬਨਿਟ ਵੱਲੋਂ ਪੰਜਾਬ...: [208, 1204, 316, 1219]
- story9-body: ਜਗਰਾਉਂ 14 ਅਕਤੂਬਰ (ਰਾਜੇਸ਼ ਜੈਨ)- ਵਿਦਿਆ ਦੇ ਖੇਤਰ ਵਿਚ ਵਿਸ਼ੇਸ਼ ਯੋਗਦਾਨ ਪਾਉਣ ਲਈ ਡਾ. ਡੀ.ਸੀ. ਸ਼ਰਮਾ ਨੂੰ ਗਲੋਬਲ ਐਂਬੈਸਡਰ ਆਫ ਐਜੂਕੇਸ਼ਨ ਐਕਸੀਲੈਂਸ ਐਵਾਰਡ ਨਾਲ ਸਨਮਾਨਿਤ ਕੀਤਾ ਗਿਆ।: [706, 1322, 940, 1355]
- story2-body-col2: ਲੁਧਿਆਣਾ 14 ਅਕਤੂਬਰ (ਵਿਸ਼ਾਲ/ਗਗਨ)- ਨਗਰ ਨਿਗਮ ਚੋਣਾਂ ਦਾ ਬਿਗਲ ਵੱਜਣ ਤੋਂ ਬਾਅਦ ਸ਼੍ਰੋਮਣੀ ਅਕਾਲੀ ਦਲ ਦੇ ਜਥੇਦਾਰ ਚੀਮਾ ਨੇ ਪਾਰਟੀ ਦੇ ਸਾਰੇ ਉਮੀਦਵਾਰਾਂ ਨੂੰ ਤਿਆਰ ਬਰ ਤਿਆਰ ਰਹਿਣ ਦੇ ਹੁਕਮ ਦਿੱਤੇ ਹਨ। ਉਨ੍ਹਾਂ ਕਿਹਾ ਕਿ ਪਾਰਟੀ ਪੂਰੀ ਤਾਕਤ ਨਾਲ ਚੋਣਾਂ ਲੜੇਗੀ ਅਤੇ ਹਰ ਵਾਰਡ ਵਿਚ ਮਜ਼ਬੂਤ ਉਮੀਦਵਾਰ ਉਤਾਰੇ ਜਾਣਗੇ। ਇਸ ਮੌਕੇ ਪਾਰਟੀ ਦੇ ਸੀਨੀਅਰ ਆਗੂ ਅਤੇ ਵਰਕਰ ਵੱਡੀ ਗਿਣਤੀ ਵਿਚ ਹਾਜ਼ਰ ਸਨ। ਉਨ੍ਹਾਂ ਕਿਹਾ ਕਿ ਲੋਕ ਮੌਜੂਦਾ ਸਰਕਾਰ ਤੋਂ ਨਿਰਾਸ਼ ਹਨ ਅਤੇ ਬਦਲਾਅ ਚਾਹੁੰਦੇ ਹਨ। ਵਰਕਰਾਂ ਨੂੰ ਘਰ ਘਰ ਜਾ ਕੇ ਪਾਰਟੀ ਦੀਆਂ ਨੀਤੀਆਂ ਬਾਰੇ ਜਾਣਕਾਰੀ ਦੇਣ ਲਈ ਕਿਹਾ ਗਿਆ।: [612, 232, 940, 299]
- party-meeting-photo-1: [612, 118, 822, 228]
- protest-photo: [6, 118, 468, 278]
- continued-head-7: ਆਪ ਨੇ ਬਲਾਕ...: [400, 1038, 485, 1053]
- office-visit-photo: [706, 332, 940, 482]
- story7-subhead: ਕਸਬਾ ਮਹਿਲ ਕਲਾਂ ਵਿਖੇ ਸੈਮੀਨਾਰ ਕਰਵਾਇਆ: [740, 790, 892, 800]
- continued-body-10: ਇਸ ਮੌਕੇ ਵੱਡੀ ਗਿਣਤੀ ਵਿਚ ਲੋਕ ਹਾਜ਼ਰ ਸਨ ਜਿਨ੍ਹਾਂ ਨੇ ਇਸ ਮਾਮਲੇ ਬਾਰੇ ਆਪਣੇ ਵਿਚਾਰ ਸਾਂਝੇ ਕੀਤੇ। ਉਨ੍ਹਾਂ ਕਿਹਾ ਕਿ ਸਰਕਾਰ ਨੂੰ ਇਸ ਮੁੱਦੇ ਵੱਲ ਤੁਰੰਤ ਧਿਆਨ ਦੇਣਾ ਚਾਹੀਦਾ ਹੈ ਅਤੇ ਲੋਕਾਂ ਦੀਆਂ ਮੁਸ਼ਕਲਾਂ ਦਾ ਹੱਲ ਕਰਨਾ ਚਾਹੀਦਾ ਹੈ। ਪੰਜਾਬ ਦੇ ਲੋਕ ਹਮੇਸ਼ਾ ਹੱਕ ਸੱਚ ਦੀ ਲੜਾਈ ਲੜਦੇ ਆਏ ਹਨ ਅਤੇ ਅੱਗੇ ਵੀ ਲੜਦੇ ਰਹਿਣਗੇ। ਆਗੂਆਂ ਨੇ ਦੱਸਿਆ ਕਿ ਇਸ ਸਬੰਧੀ ਅਗਲੀ ਮੀਟਿੰਗ ਜਲਦ ਸੱਦੀ ਜਾਵੇਗੀ ਜਿਸ ਵਿਚ ਅਗਲੀ ਰਣਨੀਤੀ ਤਿਆਰ ਕੀਤੀ ਜਾਵੇਗੀ।: [358, 1226, 526, 1327]
